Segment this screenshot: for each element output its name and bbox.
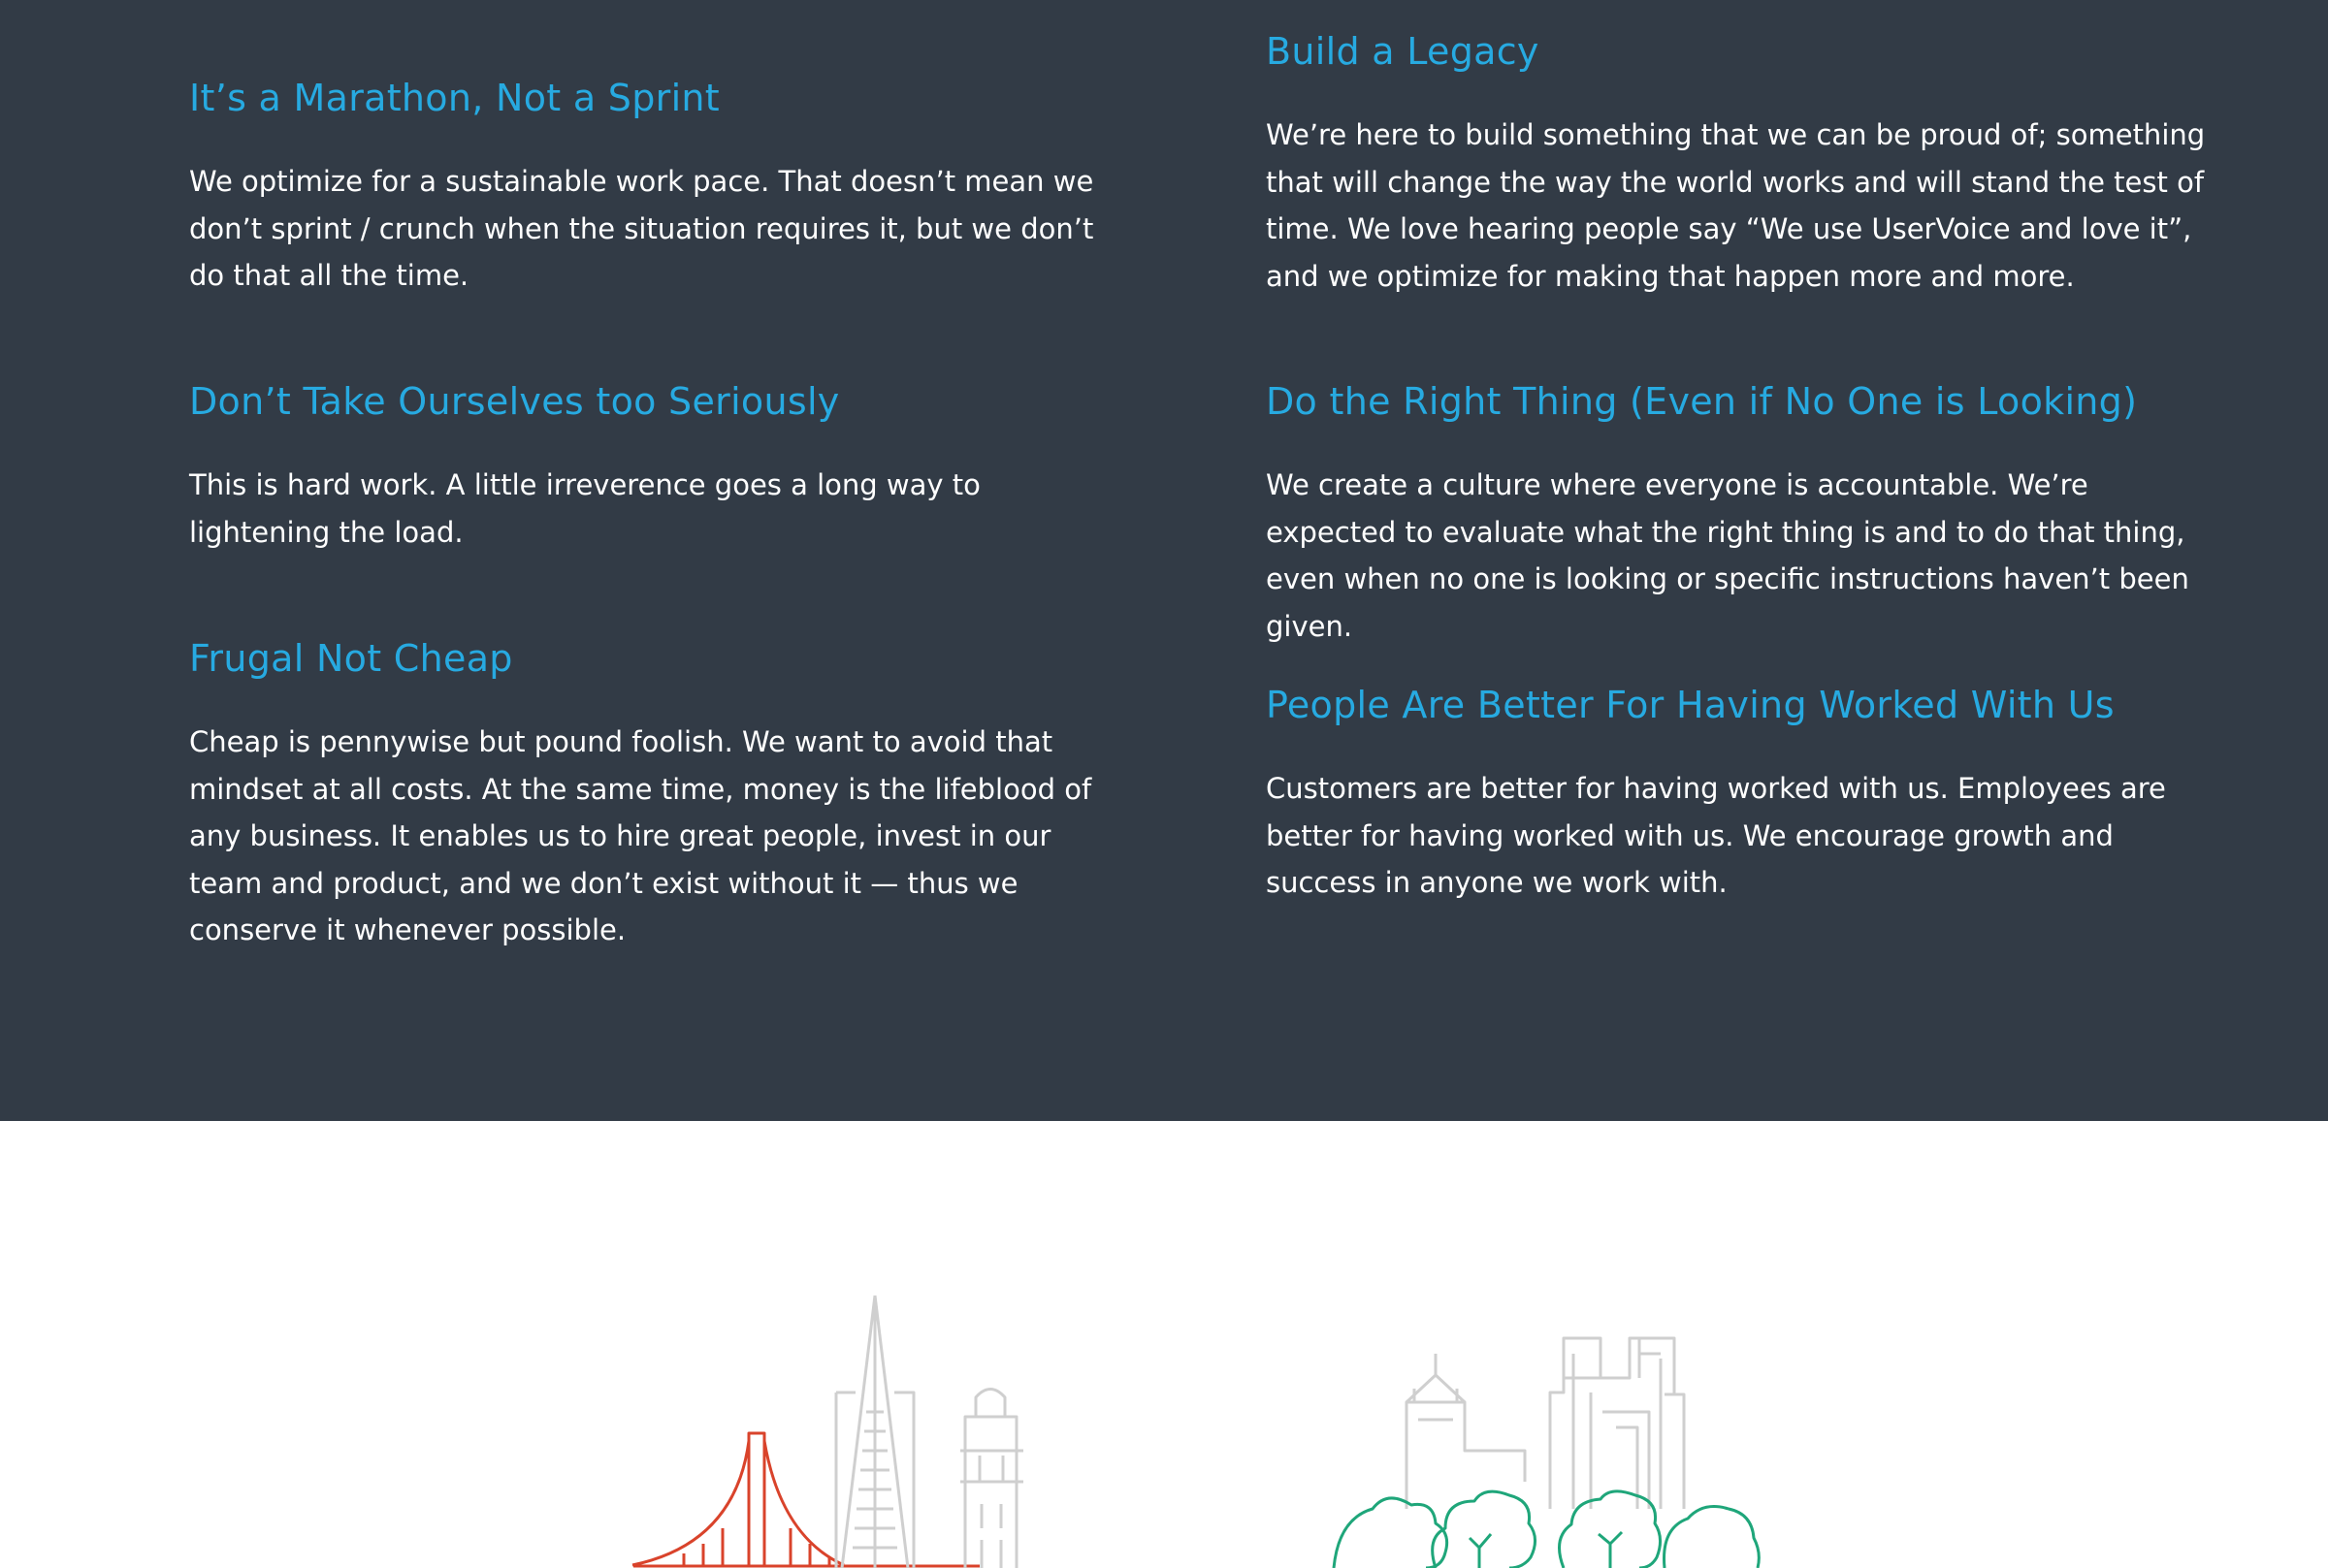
value-title: Frugal Not Cheap xyxy=(189,637,513,680)
value-marathon xyxy=(189,75,1130,300)
value-right-thing xyxy=(1266,378,2207,650)
value-description: This is hard work. A little irreverence goes a long way to lightening the load. xyxy=(189,468,981,549)
raleigh-skyline-icon xyxy=(1334,1338,1759,1568)
value-title: It’s a Marathon, Not a Sprint xyxy=(189,77,721,119)
office-illustrations xyxy=(0,1121,2328,1568)
value-description: We’re here to build something that we can be proud of; something that will change the way the world works and will stand the test of time. We love hearing people say “We use UserVoice and love it”, and we optimize for making that happen more and more. xyxy=(1266,118,2206,293)
value-description: Cheap is pennywise but pound foolish. We want to avoid that mindset at all costs. At the same time, money is the lifeblood of any business. It enables us to hire great people, invest in our team and product, and we don’t exist without it — thus we conserve it whenever possible. xyxy=(189,725,1092,946)
value-description: We optimize for a sustainable work pace. That doesn’t mean we don’t sprint / crunch when the situation requires it, but we don’t do that all the time. xyxy=(189,165,1094,292)
value-title: Build a Legacy xyxy=(1266,30,1539,73)
value-description: We create a culture where everyone is accountable. We’re expected to evaluate what the right thing is and to do that thing, even when no one is looking or specific instructions haven’t been given. xyxy=(1266,468,2189,643)
buildings-icon xyxy=(1406,1338,1684,1509)
value-legacy xyxy=(1266,28,2207,300)
value-not-serious xyxy=(189,378,1130,556)
tower-building-icon xyxy=(960,1390,1023,1568)
value-title: People Are Better For Having Worked With Us xyxy=(1266,684,2115,726)
trees-icon xyxy=(1334,1491,1759,1568)
value-frugal xyxy=(189,635,1130,954)
san-francisco-skyline-icon xyxy=(632,1296,1023,1568)
value-title: Do the Right Thing (Even if No One is Looking) xyxy=(1266,380,2138,423)
value-description: Customers are better for having worked with us. Employees are better for having worked with us. We encourage growth and success in anyone we work with. xyxy=(1266,772,2166,899)
bridge-icon xyxy=(632,1433,980,1566)
pyramid-building-icon xyxy=(836,1296,914,1568)
value-title: Don’t Take Ourselves too Seriously xyxy=(189,380,840,423)
value-people-better xyxy=(1266,682,2207,907)
